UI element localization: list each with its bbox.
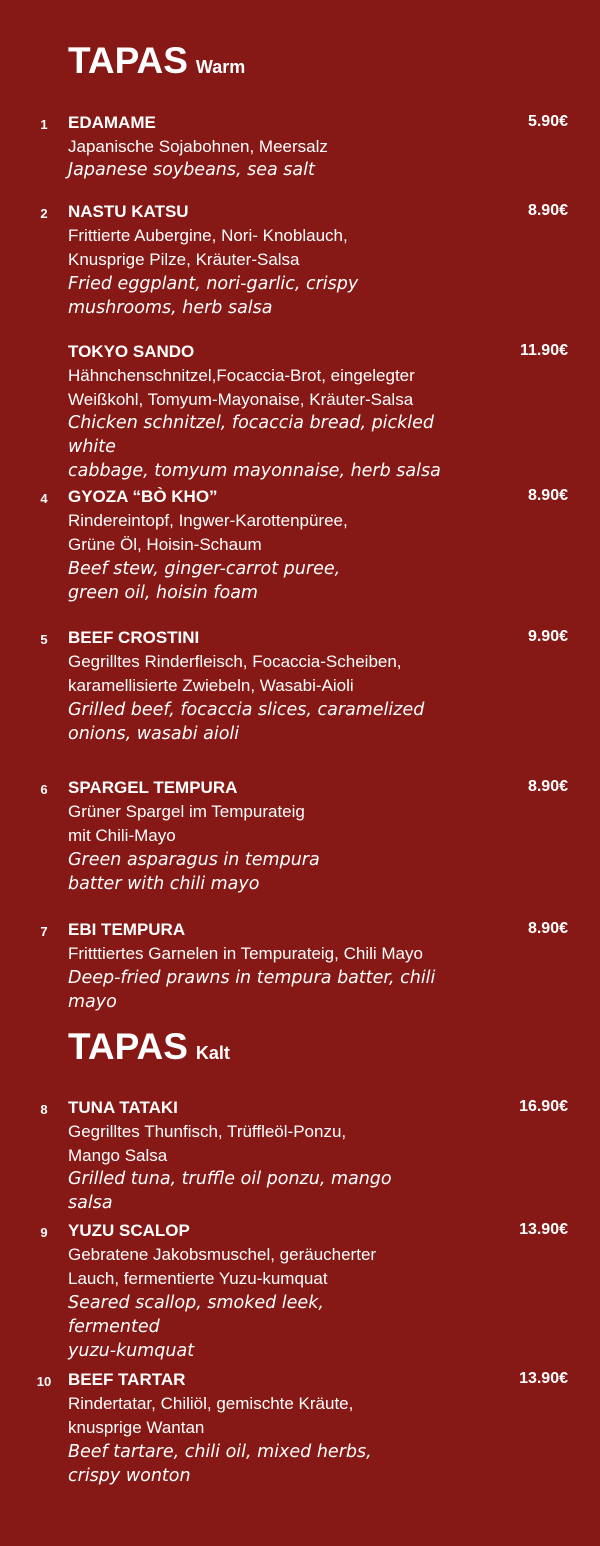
item-description-en: Beef stew, ginger-carrot puree, (68, 559, 341, 579)
item-description-de: Mango Salsa (68, 1146, 168, 1165)
item-description-en: Japanese soybeans, sea salt (68, 160, 315, 180)
item-number: 10 (36, 1374, 52, 1389)
item-description-en: Chicken schnitzel, focaccia bread, pickled (68, 413, 435, 433)
section-title-warm (68, 40, 245, 82)
item-description-en: white (68, 437, 116, 457)
item-description-de: mit Chili-Mayo (68, 826, 176, 845)
item-name: EDAMAME (68, 113, 156, 132)
item-price: 16.90€ (519, 1098, 568, 1115)
item-number: 6 (40, 782, 48, 797)
section-title-kalt (68, 1026, 230, 1068)
item-price: 8.90€ (527, 202, 568, 219)
item-price: 8.90€ (527, 920, 568, 937)
item-description-de: Hähnchenschnitzel,Focaccia-Brot, eingelegter (68, 366, 415, 385)
item-name: SPARGEL TEMPURA (68, 778, 238, 797)
item-description-en: Green asparagus in tempura (68, 850, 320, 870)
item-name: GYOZA “BÒ KHO” (68, 487, 218, 506)
item-description-en: mushrooms, herb salsa (68, 298, 273, 318)
item-description-de: karamellisierte Zwiebeln, Wasabi-Aioli (68, 676, 354, 695)
item-description-en: batter with chili mayo (68, 874, 260, 894)
item-name: TUNA TATAKI (68, 1098, 178, 1117)
section-title-main: TAPAS (68, 1026, 188, 1067)
item-description-en: crispy wonton (68, 1466, 191, 1486)
item-description-de: Rindertatar, Chiliöl, gemischte Kräute, (68, 1394, 354, 1413)
item-name: YUZU SCALOP (68, 1221, 190, 1240)
item-description-de: Grüner Spargel im Tempurateig (68, 802, 305, 821)
item-number: 7 (40, 924, 48, 939)
item-description-de: Fritttiertes Garnelen in Tempurateig, Chili Mayo (68, 944, 423, 963)
item-name: BEEF CROSTINI (68, 628, 200, 647)
item-description-de: Knusprige Pilze, Kräuter-Salsa (68, 250, 300, 269)
item-description-en: Deep-fried prawns in tempura batter, chili (68, 968, 436, 988)
item-price: 11.90€ (519, 342, 568, 359)
item-description-en: Seared scallop, smoked leek, (68, 1293, 324, 1313)
item-price: 9.90€ (527, 628, 568, 645)
item-description-en: Fried eggplant, nori-garlic, crispy (68, 274, 359, 294)
item-number: 2 (40, 206, 48, 221)
item-name: BEEF TARTAR (68, 1370, 186, 1389)
item-description-en: salsa (68, 1193, 113, 1213)
item-description-en: Grilled beef, focaccia slices, caramelized (68, 700, 425, 720)
section-title-main: TAPAS (68, 40, 188, 81)
item-description-de: Weißkohl, Tomyum-Mayonaise, Kräuter-Salsa (68, 390, 414, 409)
item-description-de: Grüne Öl, Hoisin-Schaum (68, 535, 262, 554)
item-price: 5.90€ (527, 113, 568, 130)
item-description-en: Beef tartare, chili oil, mixed herbs, (68, 1442, 372, 1462)
item-description-en: Grilled tuna, truffle oil ponzu, mango (68, 1169, 392, 1189)
item-description-en: green oil, hoisin foam (68, 583, 258, 603)
item-number: 9 (40, 1225, 48, 1240)
item-description-de: knusprige Wantan (68, 1418, 205, 1437)
item-description-de: Gegrilltes Rinderfleisch, Focaccia-Scheiben, (68, 652, 402, 671)
item-description-de: Lauch, fermentierte Yuzu-kumquat (68, 1269, 328, 1288)
item-description-en: onions, wasabi aioli (68, 724, 240, 744)
item-description-de: Gebratene Jakobsmuschel, geräucherter (68, 1245, 377, 1264)
section-subtitle: Warm (195, 57, 246, 77)
section-subtitle: Kalt (195, 1043, 230, 1063)
item-name: TOKYO SANDO (68, 342, 195, 361)
item-description-en: mayo (68, 992, 117, 1012)
item-description-en: yuzu-kumquat (68, 1341, 195, 1361)
item-number: 1 (40, 117, 48, 132)
item-price: 8.90€ (527, 778, 568, 795)
item-number: 5 (40, 632, 48, 647)
item-description-de: Frittierte Aubergine, Nori- Knoblauch, (68, 226, 348, 245)
item-number: 4 (40, 491, 48, 506)
item-description-en: fermented (68, 1317, 160, 1337)
item-price: 8.90€ (527, 487, 568, 504)
item-number: 8 (40, 1102, 48, 1117)
item-description-de: Gegrilltes Thunfisch, Trüffleöl-Ponzu, (68, 1122, 347, 1141)
item-name: NASTU KATSU (68, 202, 189, 221)
item-description-de: Rindereintopf, Ingwer-Karottenpüree, (68, 511, 348, 530)
item-description-en: cabbage, tomyum mayonnaise, herb salsa (68, 461, 441, 481)
item-name: EBI TEMPURA (68, 920, 186, 939)
item-price: 13.90€ (519, 1221, 568, 1238)
item-description-de: Japanische Sojabohnen, Meersalz (68, 137, 328, 156)
item-price: 13.90€ (519, 1370, 568, 1387)
